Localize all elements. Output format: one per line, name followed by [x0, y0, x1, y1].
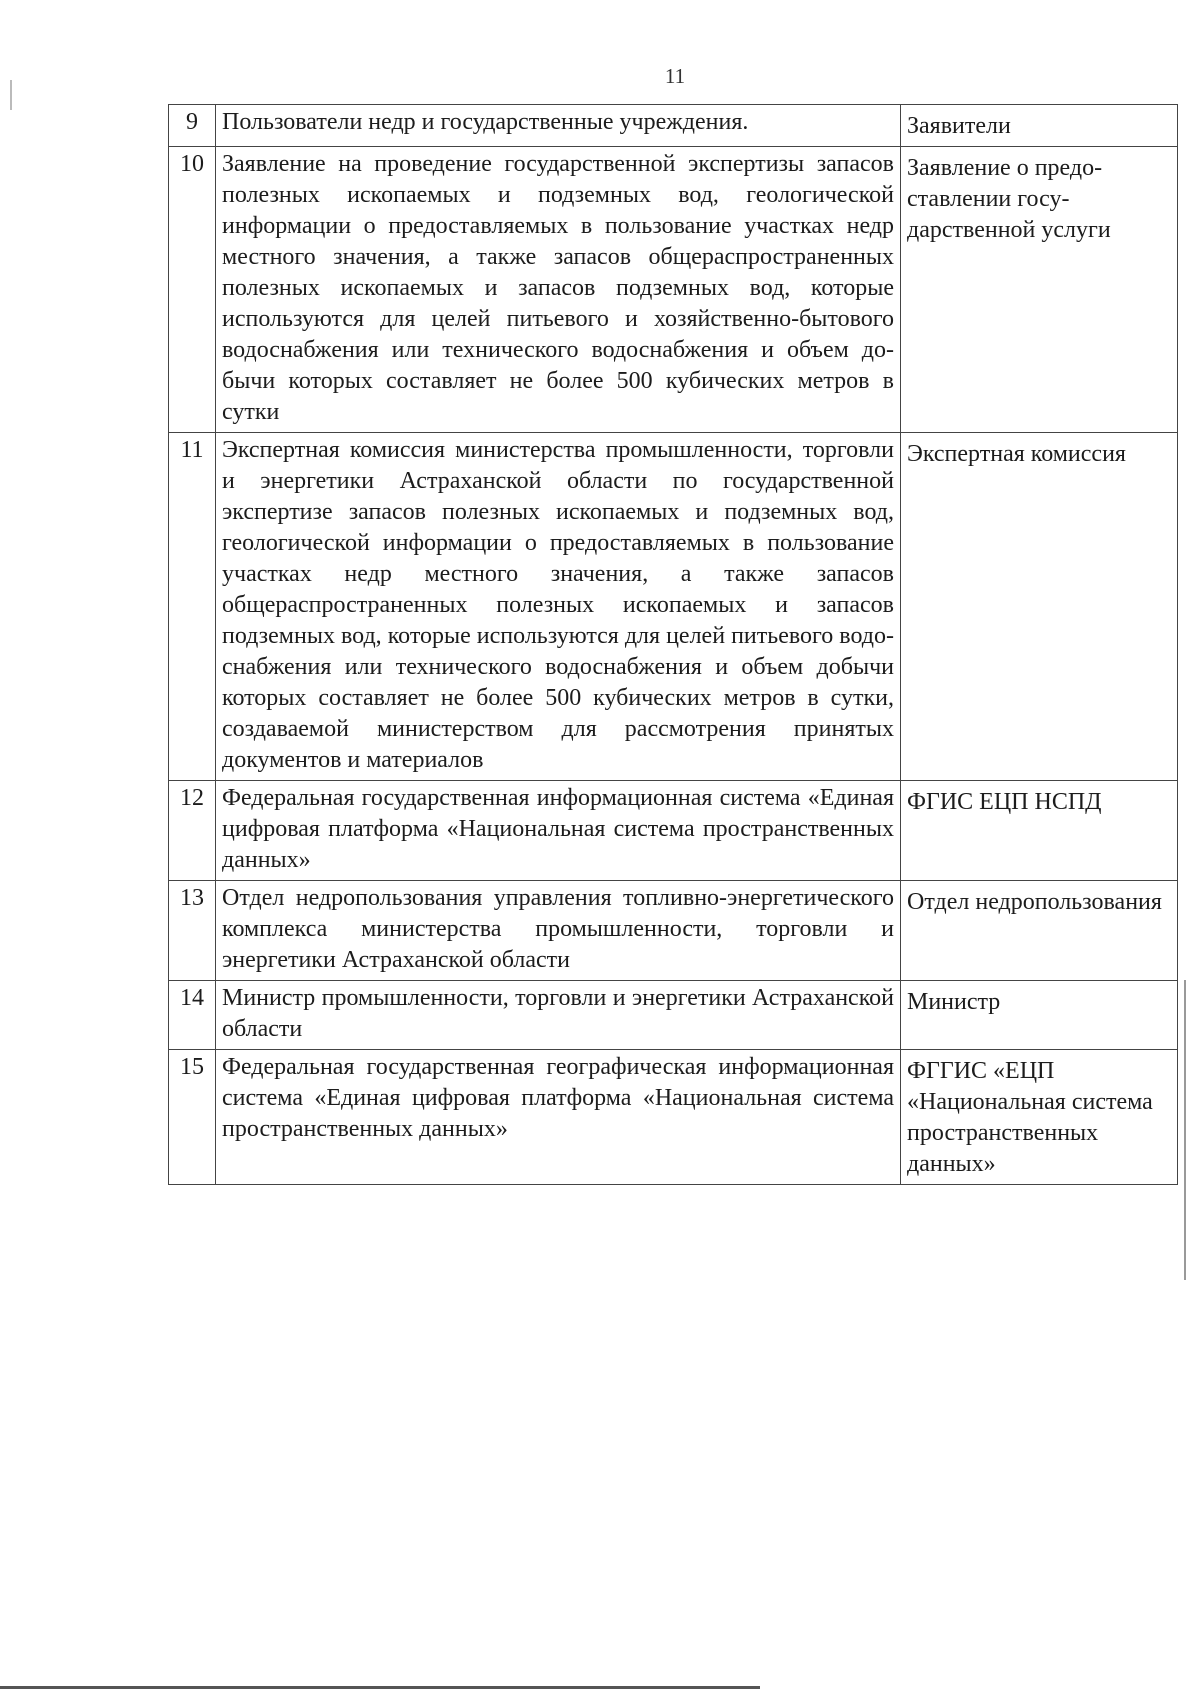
table-row	[169, 147, 1178, 433]
table-row	[169, 981, 1178, 1050]
row-description: Министр промышленности, торговли и энергетики Астраханской области	[216, 981, 901, 1050]
row-abbreviation: Экспертная комиссия	[901, 433, 1178, 781]
row-number: 14	[169, 981, 216, 1050]
table-row	[169, 1050, 1178, 1185]
row-number: 15	[169, 1050, 216, 1185]
row-description: Заявление на проведение государственной экспертизы запасов полезных ископаемых и подземных вод, геологической информации о предоставляемых в пользование участках недр местного значения, а также запасов общераспространенных полезных ископаемых и запасов подземных вод, которые используются для целей питьевого и хозяйственно-бытового водоснабжения или технического водоснабжения и объем добычи которых составляет не более 500 кубических метров в сутки	[216, 147, 901, 433]
table-row	[169, 105, 1178, 147]
row-number: 9	[169, 105, 216, 147]
row-abbreviation: ФГИС ЕЦП НСПД	[901, 781, 1178, 881]
row-abbreviation: Отдел недропользования	[901, 881, 1178, 981]
row-description: Пользователи недр и государственные учреждения.	[216, 105, 901, 147]
row-description: Федеральная государственная географическая информационная система «Единая цифровая платформа «Национальная система пространственных данных»	[216, 1050, 901, 1185]
scan-artifact	[1184, 980, 1186, 1280]
row-abbreviation: Министр	[901, 981, 1178, 1050]
scan-artifact	[10, 80, 12, 110]
row-number: 13	[169, 881, 216, 981]
table-row	[169, 781, 1178, 881]
table-row	[169, 433, 1178, 781]
row-number: 10	[169, 147, 216, 433]
page-number: 11	[664, 64, 686, 88]
row-description: Экспертная комиссия министерства промышленности, торговли и энергетики Астраханской области по государственной экспертизе запасов полезных ископаемых и подземных вод, геологической информации о предоставляемых в пользование участках недр местного значения, а также запасов общераспространенных полезных ископаемых и запасов подземных вод, которые используются для целей питьевого водоснабжения или технического водоснабжения и объем добычи которых составляет не более 500 кубических метров в сутки, создаваемой министерством для рассмотрения принятых документов и материалов	[216, 433, 901, 781]
row-number: 12	[169, 781, 216, 881]
definitions-table	[168, 104, 1178, 1185]
row-description: Отдел недропользования управления топливно-энергетического комплекса министерства промышленности, торговли и энергетики Астраханской области	[216, 881, 901, 981]
scan-edge-line	[0, 1686, 760, 1689]
row-abbreviation: ФГГИС «ЕЦП «Национальная система пространственных данных»	[901, 1050, 1178, 1185]
row-abbreviation: Заявители	[901, 105, 1178, 147]
row-abbreviation: Заявление о предоставлении государственной услуги	[901, 147, 1178, 433]
row-number: 11	[169, 433, 216, 781]
row-description: Федеральная государственная информационная система «Единая цифровая платформа «Национальная система пространственных данных»	[216, 781, 901, 881]
table-row	[169, 881, 1178, 981]
